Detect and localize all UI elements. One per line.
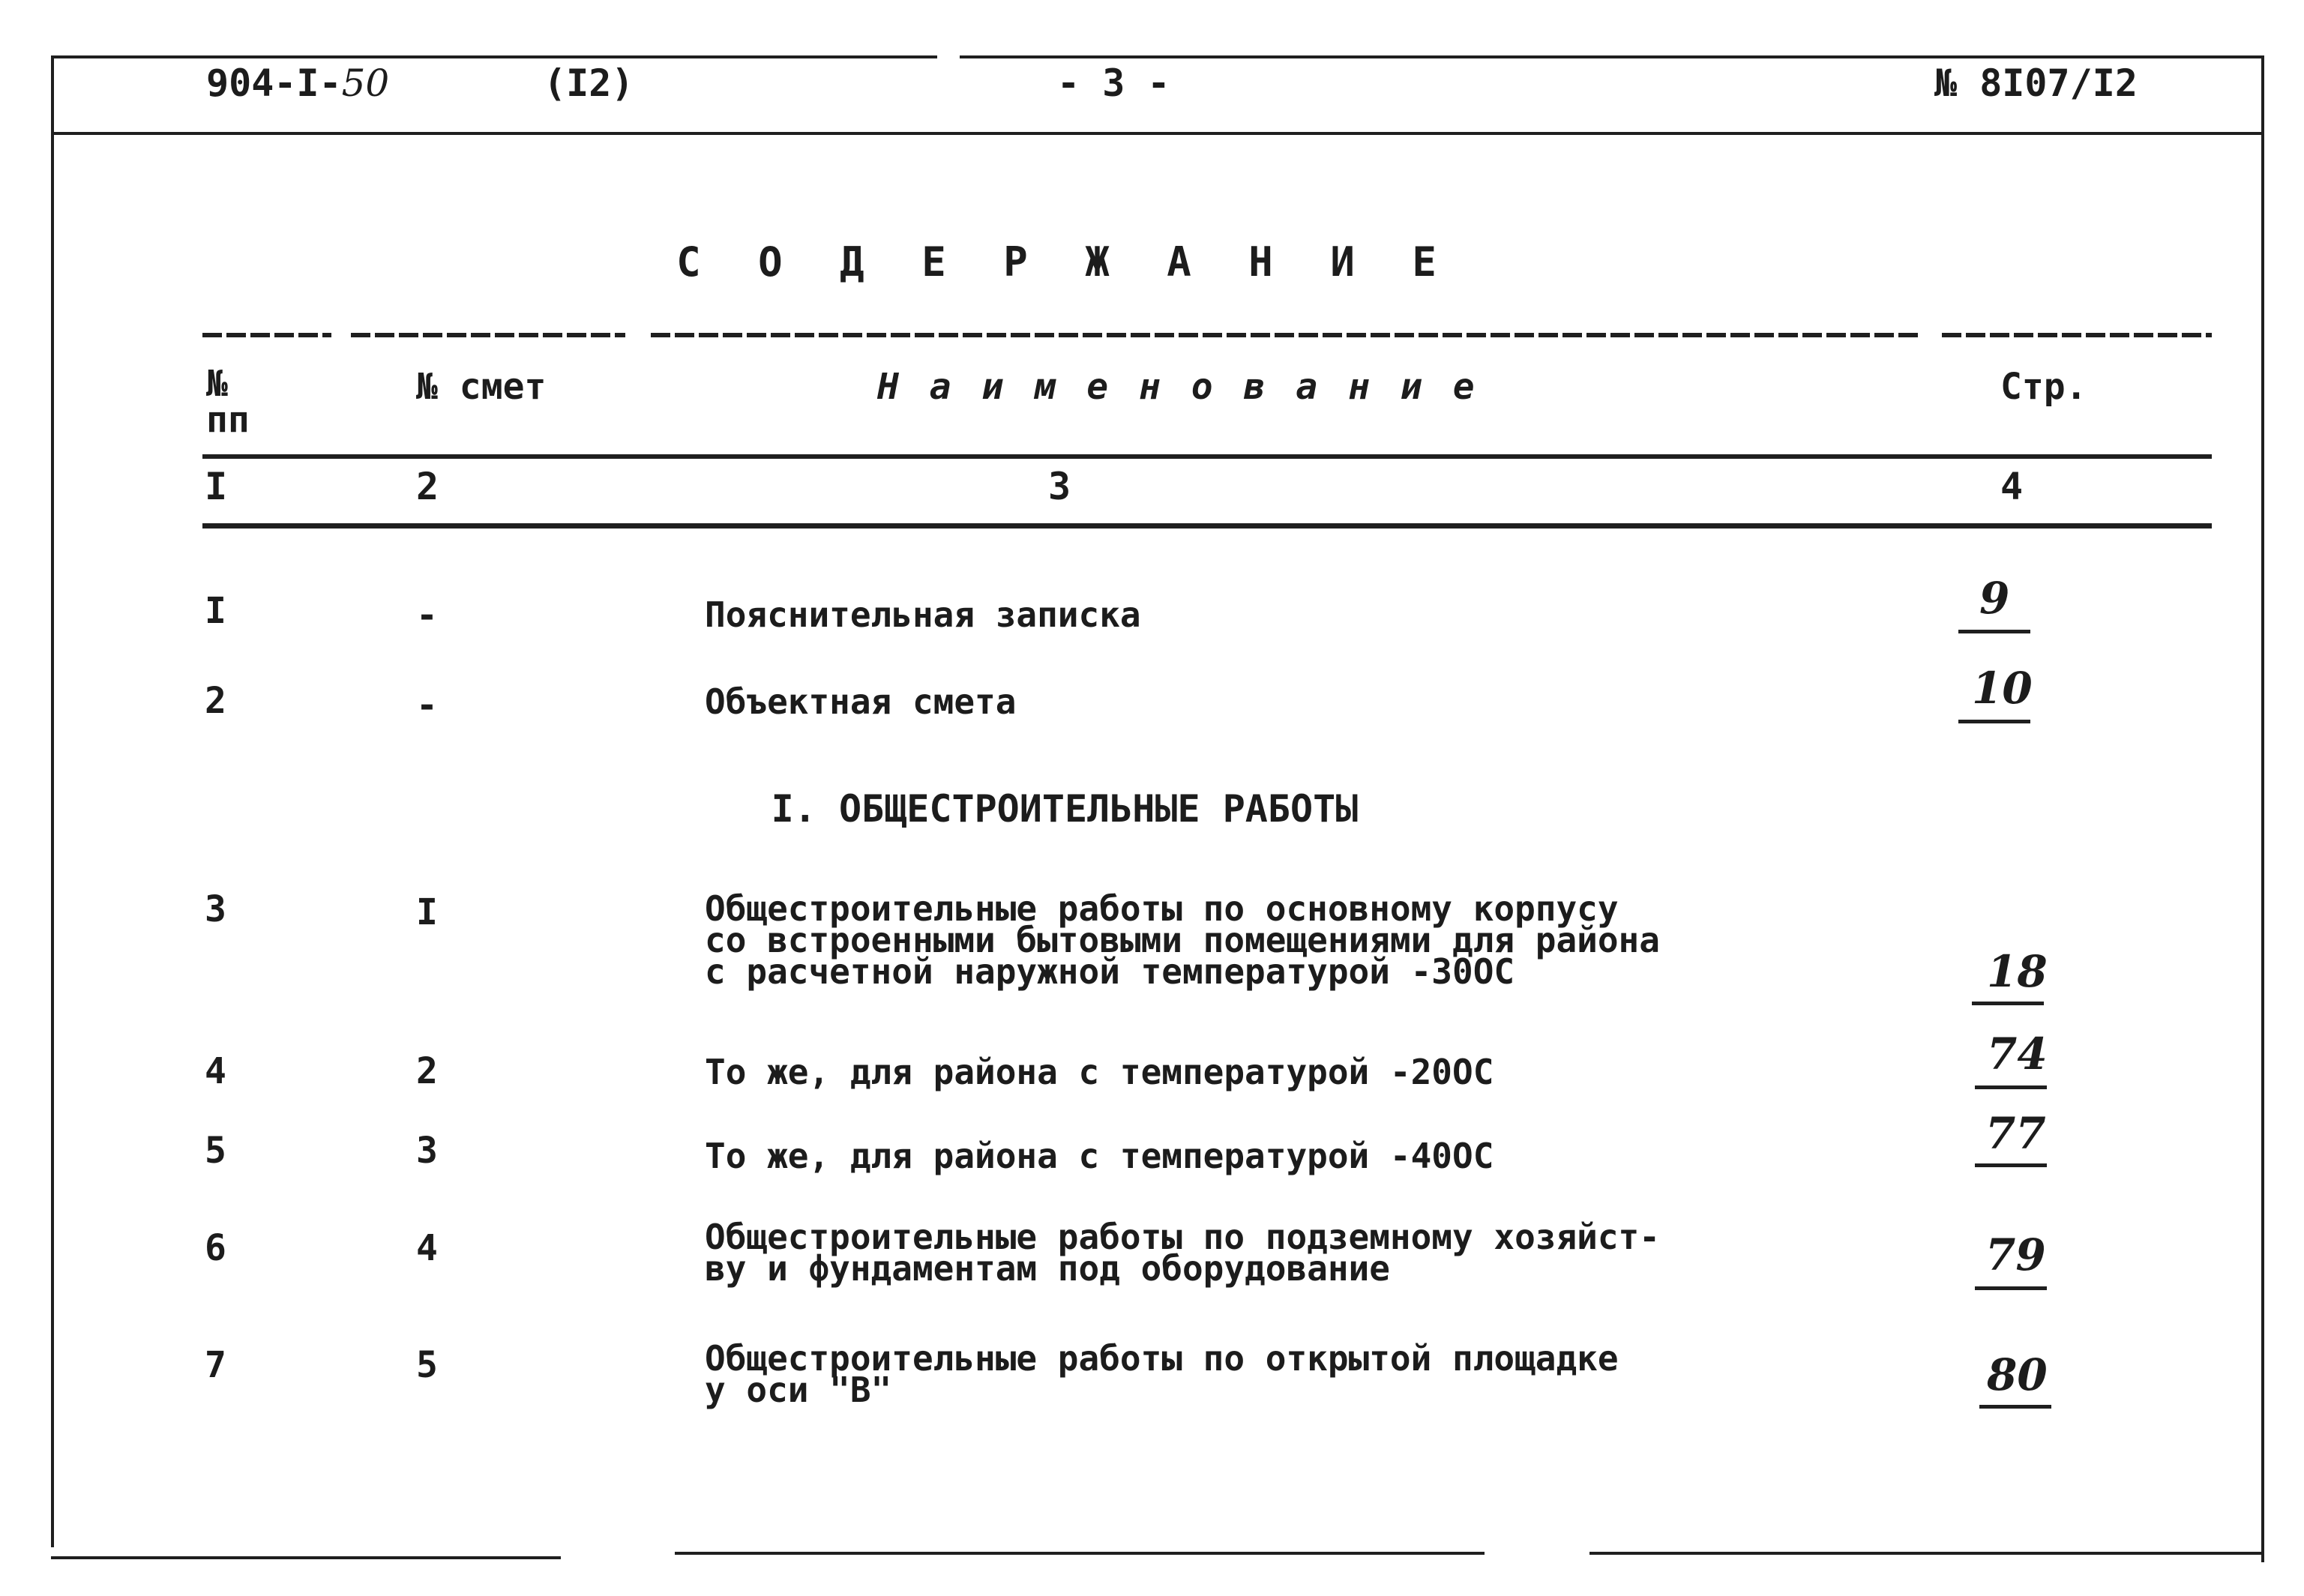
row-name-line: Общестроительные работы по основному корпусу xyxy=(705,888,1619,929)
document-code-printed: 904-I- xyxy=(206,61,342,105)
column-number-rule xyxy=(202,523,2212,529)
row-name-line: со встроенными бытовыми помещениями для района xyxy=(705,920,1660,960)
row-name-line: Общестроительные работы по открытой площадке xyxy=(705,1338,1619,1379)
row-estimate: 3 xyxy=(416,1130,438,1172)
header-rule-col2 xyxy=(351,333,625,337)
row-name: То же, для района с температурой -20ОС xyxy=(705,1052,1494,1092)
row-page: 10 xyxy=(1972,663,2033,714)
column-heading-number-line2: пп xyxy=(206,399,250,441)
row-name-line: с расчетной наружной температурой -30ОС xyxy=(705,951,1515,992)
sheet-number: - 3 - xyxy=(1057,61,1170,105)
frame-bottom-1 xyxy=(51,1556,561,1559)
row-number: I xyxy=(205,590,226,632)
row-name: Пояснительная записка xyxy=(705,594,1141,635)
row-estimate: 4 xyxy=(416,1227,438,1269)
document-code xyxy=(206,61,389,105)
column-heading-name: Н а и м е н о в а н и е xyxy=(877,366,1479,408)
column-heading-number-line1: № xyxy=(206,363,228,405)
row-page-underline xyxy=(1975,1286,2047,1290)
row-estimate: - xyxy=(416,594,438,636)
row-page: 9 xyxy=(1979,573,2010,624)
row-page-underline xyxy=(1979,1405,2051,1409)
row-page: 79 xyxy=(1985,1229,2046,1280)
row-number: 3 xyxy=(205,888,226,930)
row-number: 6 xyxy=(205,1227,226,1269)
row-number: 4 xyxy=(205,1050,226,1092)
frame-top-right xyxy=(960,55,2264,58)
row-page: 77 xyxy=(1985,1108,2046,1159)
row-estimate: - xyxy=(416,684,438,726)
document-part: (I2) xyxy=(544,61,634,105)
header-rule-col3 xyxy=(651,333,1918,337)
row-name: Объектная смета xyxy=(705,681,1017,722)
column-heading-number xyxy=(206,363,250,441)
frame-bottom-3 xyxy=(1589,1552,2264,1555)
page-title: С О Д Е Р Ж А Н И Е xyxy=(676,238,1453,286)
row-page-underline xyxy=(1958,720,2030,723)
row-estimate: I xyxy=(416,891,438,933)
row-page-underline xyxy=(1975,1085,2047,1089)
row-page: 80 xyxy=(1987,1349,2048,1400)
row-name-line: у оси "В" xyxy=(705,1370,892,1410)
header-rule-col4 xyxy=(1942,333,2212,337)
row-name-line: Общестроительные работы по подземному хозяйст- xyxy=(705,1217,1660,1257)
column-heading-rule xyxy=(202,454,2212,459)
row-page-underline xyxy=(1975,1163,2047,1167)
row-page-underline xyxy=(1972,1002,2044,1005)
row-page-underline xyxy=(1958,630,2030,633)
row-number: 5 xyxy=(205,1130,226,1172)
column-number-2: 2 xyxy=(416,465,439,508)
document-number: № 8I07/I2 xyxy=(1934,61,2138,105)
frame-header-divider xyxy=(51,132,2264,135)
column-number-1: I xyxy=(205,465,228,508)
row-name: То же, для района с температурой -40ОС xyxy=(705,1136,1494,1176)
row-number: 7 xyxy=(205,1344,226,1386)
row-number: 2 xyxy=(205,680,226,722)
document-code-handwritten: 50 xyxy=(341,61,390,105)
row-estimate: 2 xyxy=(416,1050,438,1092)
column-heading-page: Стр. xyxy=(2000,366,2087,408)
frame-top-left xyxy=(52,55,937,58)
header-rule-col1 xyxy=(202,333,331,337)
row-page: 18 xyxy=(1987,946,2048,997)
column-number-4: 4 xyxy=(2000,465,2024,508)
row-page: 74 xyxy=(1987,1029,2048,1079)
column-heading-estimate: № смет xyxy=(416,366,547,408)
row-name-line: ву и фундаментам под оборудование xyxy=(705,1248,1390,1289)
frame-right xyxy=(2261,55,2264,1562)
column-number-3: 3 xyxy=(1048,465,1071,508)
row-estimate: 5 xyxy=(416,1344,438,1386)
frame-bottom-2 xyxy=(675,1552,1485,1555)
section-heading: I. ОБЩЕСТРОИТЕЛЬНЫЕ РАБОТЫ xyxy=(771,787,1359,831)
